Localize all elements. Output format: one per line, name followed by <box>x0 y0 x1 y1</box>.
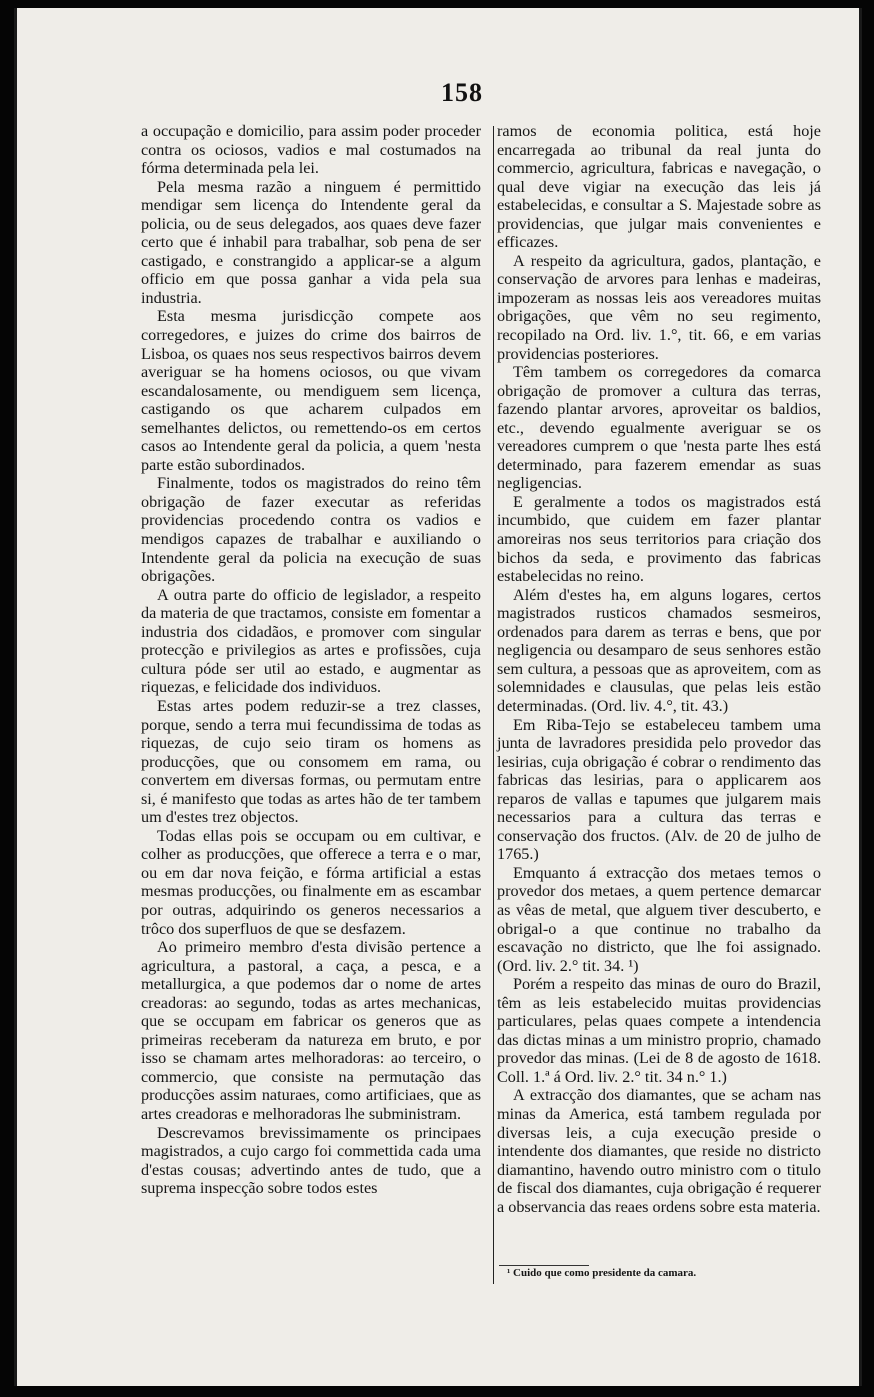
paragraph: Pela mesma razão a ninguem é permittido mendigar sem licença do Intendente geral da policia, ou de seus delegados, aos quaes deve fazer certo que é inhabil para trabalhar, sob pena de ser castigado, e constrangido a applicar-se a algum officio em que possa ganhar a vida pela sua industria. <box>141 177 481 307</box>
paragraph: Estas artes podem reduzir-se a trez classes, porque, sendo a terra mui fecundissima de todas as riquezas, de cujo seio tiram os homens as producções, que ou consomem em rama, ou convertem em diversas formas, ou permutam entre si, é manifesto que todas as artes hão de ter tambem um d'estes trez objectos. <box>141 696 481 827</box>
document-page <box>14 8 862 1386</box>
left-column <box>141 122 481 1198</box>
paragraph: A outra parte do officio de legislador, a respeito da materia de que tractamos, consiste em fomentar a industria dos cidadãos, e promover com singular protecção e privilegios as artes e profissões, cuja cultura póde ser util ao estado, e augmentar as riquezas, e felicidade dos individuos. <box>141 585 481 697</box>
paragraph: a occupação e domicilio, para assim poder proceder contra os ociosos, vadios e mal costumados na fórma determinada pela lei. <box>141 122 481 178</box>
paragraph: A respeito da agricultura, gados, plantação, e conservação de arvores para lenhas e madeiras, impozeram as nossas leis aos vereadores muitas obrigações, que vêm no seu regimento, recopilado na Ord. liv. 1.°, tit. 66, e em varias providencias posteriores. <box>497 251 821 363</box>
paragraph: Ao primeiro membro d'esta divisão pertence a agricultura, a pastoral, a caça, a pesca, e a metallurgica, a que podemos dar o nome de artes creadoras: ao segundo, todas as artes mechanicas, que se occupam em fabricar os generos que as primeiras receberam da natureza em bruto, e por isso se chamam artes melhoradoras: ao terceiro, o commercio, que consiste na permutação das producções assim naturaes, como artificiaes, que as artes creadoras e melhoradoras lhe subministram. <box>141 938 481 1123</box>
paragraph: Descrevamos brevissimamente os principaes magistrados, a cujo cargo foi commettida cada uma d'estas cousas; advertindo antes de tudo, que a suprema inspecção sobre todos estes <box>141 1123 481 1198</box>
column-divider <box>493 126 494 1284</box>
paragraph: Além d'estes ha, em alguns logares, certos magistrados rusticos chamados sesmeiros, ordenados para darem as terras e bens, que por negligencia ou desamparo de seus senhores estão sem cultura, a pessoas que as aproveitem, com as solemnidades e clausulas, que pelas leis estão determinadas. (Ord. liv. 4.°, tit. 43.) <box>497 585 821 715</box>
right-column <box>497 122 821 1216</box>
paragraph: Todas ellas pois se occupam ou em cultivar, e colher as producções, que offerece a terra e o mar, ou em dar nova feição, e fórma artificial a estas mesmas producções, ou finalmente em as escambar por outras, adquirindo os generos necessarios a trôco dos superfluos de que se desfazem. <box>141 826 481 938</box>
paragraph: Têm tambem os corregedores da comarca obrigação de promover a cultura das terras, fazendo plantar arvores, aproveitar os baldios, etc., devendo egualmente averiguar se os vereadores cumprem o que 'nesta parte lhes está determinado, para fazerem emendar as suas negligencias. <box>497 363 821 493</box>
paragraph: Porém a respeito das minas de ouro do Brazil, têm as leis estabelecido muitas providencias particulares, pelas quaes compete a intendencia das dictas minas a um ministro proprio, chamado provedor das minas. (Lei de 8 de agosto de 1618. Coll. 1.ª á Ord. liv. 2.° tit. 34 n.° 1.) <box>497 975 821 1086</box>
paragraph: Emquanto á extracção dos metaes temos o provedor dos metaes, a quem pertence demarcar as vêas de metal, que alguem tiver descuberto, e obrigal-o a que continue no trabalho da escavação no districto, que lhe foi assignado. (Ord. liv. 2.° tit. 34. ¹) <box>497 863 821 975</box>
paragraph: A extracção dos diamantes, que se acham nas minas da America, está tambem regulada por diversas leis, a cuja execução preside o intendente dos diamantes, que reside no districto diamantino, havendo outro ministro com o titulo de fiscal dos diamantes, cuja obrigação é requerer a observancia das reaes ordens sobre esta materia. <box>497 1086 821 1216</box>
paragraph: ramos de economia politica, está hoje encarregada ao tribunal da real junta do commercio, agricultura, fabricas e navegação, o qual deve vigiar na execução das leis já estabelecidas, e consultar a S. Majestade sobre as providencias, que julgar mais convenientes e efficazes. <box>497 122 821 252</box>
paragraph: Em Riba-Tejo se estabeleceu tambem uma junta de lavradores presidida pelo provedor das lesirias, cuja obrigação é cobrar o rendimento das fabricas das lesirias, para o applicarem aos reparos de vallas e tapumes que julgarem mais necessarios para a cultura das terras e conservação dos fructos. (Alv. de 20 de julho de 1765.) <box>497 715 821 864</box>
paragraph: Finalmente, todos os magistrados do reino têm obrigação de fazer executar as referidas providencias procedendo contra os vadios e mendigos capazes de trabalhar e auxiliando o Intendente geral da policia na execução de suas obrigações. <box>141 474 481 586</box>
page-number: 158 <box>441 78 483 107</box>
paragraph: E geralmente a todos os magistrados está incumbido, que cuidem em fazer plantar amoreiras nos seus territorios para criação dos bichos da seda, e provimento das fabricas estabelecidas no reino. <box>497 492 821 586</box>
footnote: ¹ Cuido que como presidente da camara. <box>507 1267 697 1279</box>
paragraph: Esta mesma jurisdicção compete aos corregedores, e juizes do crime dos bairros de Lisboa, os quaes nos seus respectivos bairros devem averiguar se ha homens ociosos, ou que vivam escandalosamente, ou mendiguem sem licença, castigando os que acharem culpados em semelhantes delictos, ou remettendo-os em certos casos ao Intendente geral da policia, a quem 'nesta parte estão subordinados. <box>141 307 481 474</box>
